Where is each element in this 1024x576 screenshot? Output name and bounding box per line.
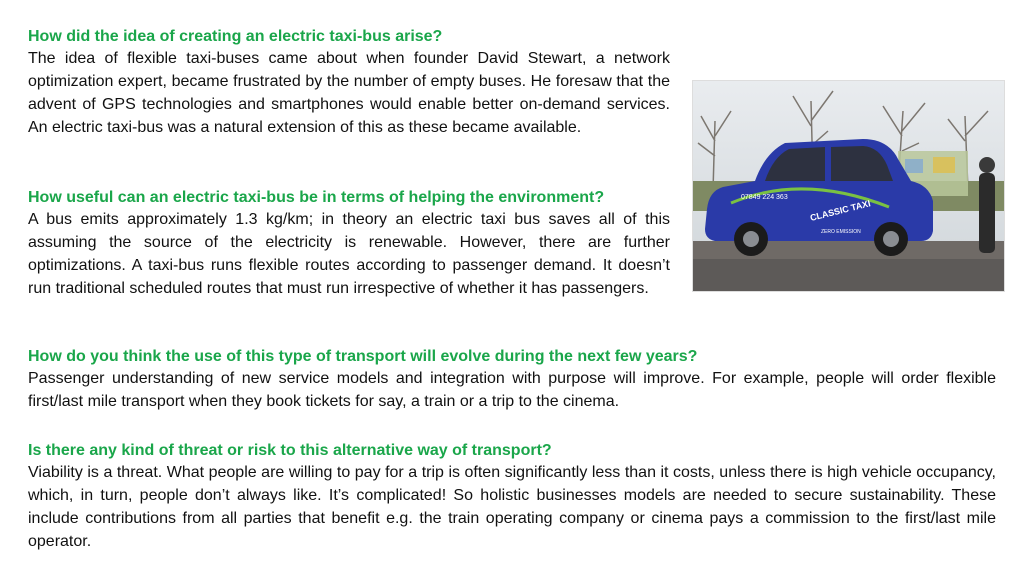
question-heading: How useful can an electric taxi-bus be in terms of helping the environment?	[28, 189, 605, 206]
qa-section-origin	[28, 27, 670, 139]
taxi-phone-text: 07849 224 363	[741, 194, 788, 201]
answer-text: A bus emits approximately 1.3 kg/km; in theory an electric taxi bus saves all of this assuming the source of the electricity is renewable. However, there are further optimizations. A taxi-bus runs flexible routes according to passenger demand. It doesn’t run traditional scheduled routes that must run irrespective of whether it has passengers.	[28, 211, 670, 297]
qa-section-environment	[28, 188, 670, 300]
qa-section-evolution	[28, 347, 996, 413]
answer-text: The idea of flexible taxi-buses came about when founder David Stewart, a network optimization expert, became frustrated by the number of empty buses. He foresaw that the advent of GPS technologies and smartphones would enable better on-demand services. An electric taxi-bus was a natural extension of this as these became available.	[28, 50, 670, 136]
question-heading: Is there any kind of threat or risk to this alternative way of transport?	[28, 442, 552, 459]
answer-text: Viability is a threat. What people are willing to pay for a trip is often significantly less than it costs, unless there is high vehicle occupancy, which, in turn, people don’t always like. It’s complicated! So holistic businesses models are needed to secure sustainability. These include contributions from all parties that benefit e.g. the train operating company or cinema pays a commission to the first/last mile operator.	[28, 464, 996, 550]
question-heading: How did the idea of creating an electric taxi-bus arise?	[28, 28, 443, 45]
electric-taxi-photo	[692, 80, 1005, 292]
taxi-subsign-text: ZERO EMISSION	[821, 229, 861, 235]
question-heading: How do you think the use of this type of transport will evolve during the next few years?	[28, 348, 698, 365]
taxi-sign-text: CLASSIC TAXI	[809, 198, 872, 223]
taxi-illustration	[693, 81, 1004, 291]
answer-text: Passenger understanding of new service models and integration with purpose will improve. For example, people will order flexible first/last mile transport when they book tickets for say, a train or a trip to the cinema.	[28, 370, 996, 410]
qa-section-risk	[28, 441, 996, 553]
